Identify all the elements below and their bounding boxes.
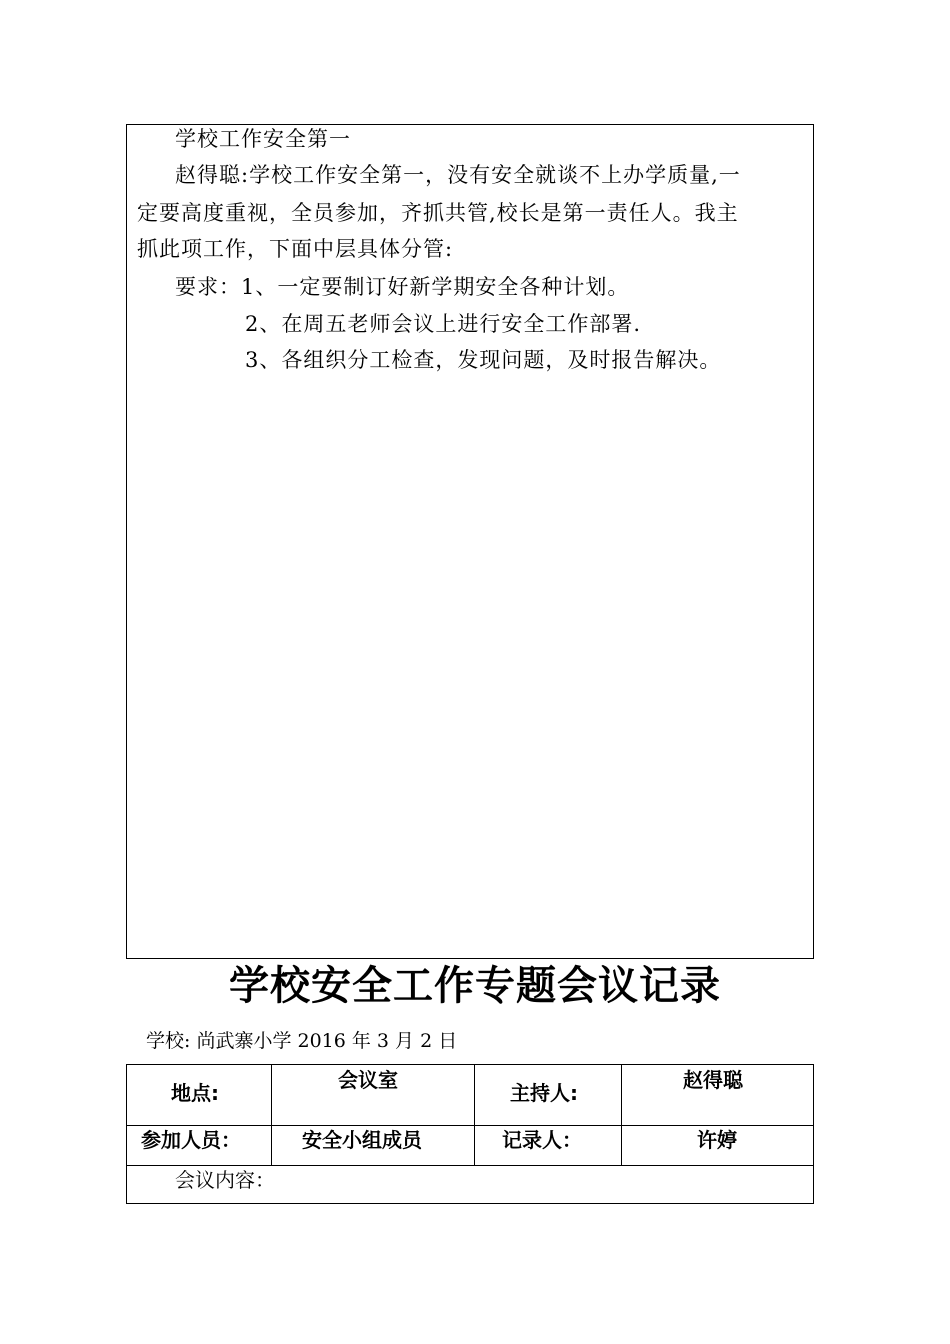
location-value: 会议室: [338, 1068, 398, 1092]
host-value: 赵得聪: [683, 1068, 743, 1092]
meeting-notes-continuation: [126, 124, 814, 959]
location-label: 地点:: [171, 1081, 219, 1105]
attendees-label: 参加人员：: [141, 1128, 241, 1152]
attendees-value: 安全小组成员: [302, 1128, 422, 1152]
notes-line: 赵得聪:学校工作安全第一，没有安全就谈不上办学质量,一: [175, 163, 741, 187]
table-divider: [621, 1125, 622, 1165]
document-title: 学校安全工作专题会议记录: [229, 963, 721, 1009]
table-divider: [127, 1165, 813, 1166]
meeting-content-label: 会议内容：: [175, 1168, 275, 1192]
table-divider: [127, 1125, 813, 1126]
table-divider: [271, 1065, 272, 1126]
notes-line: 抓此项工作，下面中层具体分管:: [137, 237, 454, 261]
meeting-info-table: [126, 1064, 814, 1204]
recorder-value: 许婷: [697, 1128, 737, 1152]
table-divider: [621, 1065, 622, 1126]
host-label: 主持人:: [510, 1081, 578, 1105]
table-divider: [474, 1125, 475, 1165]
requirement-item: 2、在周五老师会议上进行安全工作部署.: [245, 312, 642, 336]
requirement-item: 3、各组织分工检查，发现问题，及时报告解决。: [245, 348, 722, 372]
requirement-item: 要求：1、一定要制订好新学期安全各种计划。: [175, 275, 630, 299]
table-divider: [474, 1065, 475, 1126]
notes-line: 定要高度重视，全员参加，齐抓共管,校长是第一责任人。我主: [137, 201, 739, 225]
school-date-line: 学校: 尚武寨小学 2016 年 3 月 2 日: [146, 1030, 458, 1052]
recorder-label: 记录人：: [502, 1128, 582, 1152]
table-divider: [271, 1125, 272, 1165]
notes-line: 学校工作安全第一: [175, 127, 351, 151]
